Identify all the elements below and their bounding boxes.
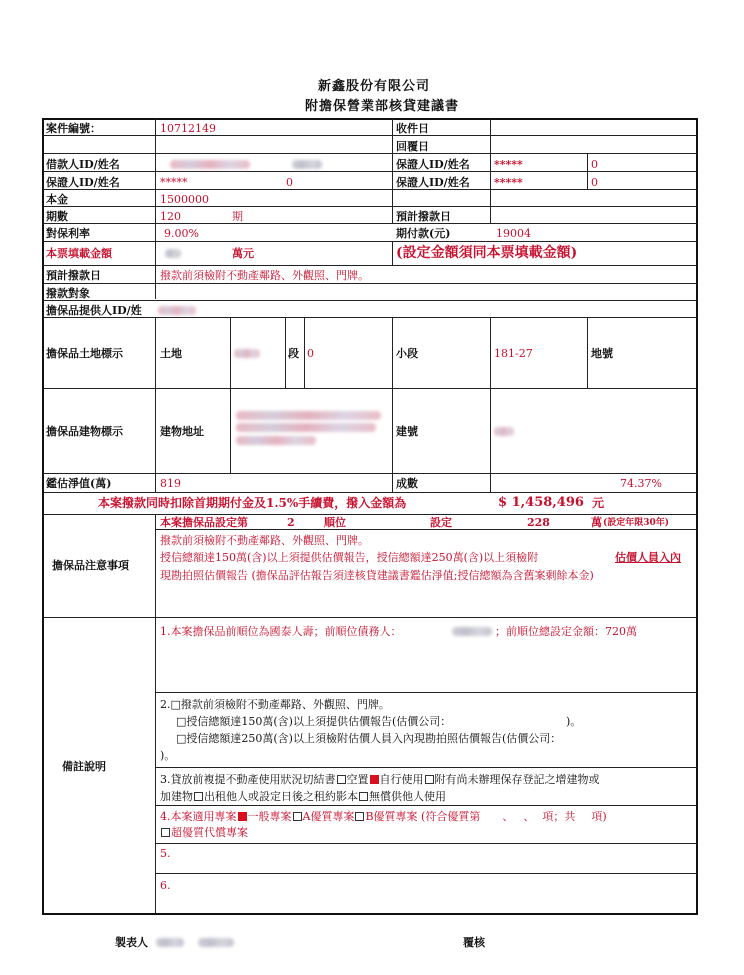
guarantor-id-3: ***** [494,176,523,189]
redacted-prior-debtor [452,627,492,636]
redacted-collateral-provider [158,306,196,315]
redacted-borrower-name [292,160,322,169]
notes-line2: 撥款前須檢附不動產鄰路、外觀照、門牌。 [160,534,369,547]
redacted-land-location [234,349,260,358]
case-no-value: 10712149 [160,122,216,135]
installment-value: 19004 [496,227,531,240]
notes-line1-b: 2 [287,516,295,529]
redacted-note-amount [165,249,181,258]
guarantor-label-1: 保證人ID/姓名 [396,158,470,171]
terms-unit: 期 [232,210,243,223]
redacted-building-no [494,427,514,436]
remark-4-2: 超優質代償專案 [171,826,248,839]
note-amount-label: 本票填載金額 [46,247,112,260]
deduction-amount: $ 1,458,496 [498,495,584,510]
remark-3a: 3.貸放前複提不動產使用狀況切結書 [160,773,336,786]
installment-label: 期付款(元) [396,227,451,240]
redacted-building-address-2 [236,423,376,432]
checkbox-a-project[interactable] [293,812,302,821]
review-label: 覆核 [463,936,485,949]
remark-4h: 項) [591,810,607,823]
remark-1a: 1.本案擔保品前順位為國泰人壽；前順位債務人： [160,625,402,638]
received-date-label: 收件日 [396,122,429,135]
remark-3-line2 [160,790,446,803]
remarks-label: 備註說明 [62,760,106,773]
notes-line1-e: 228 [527,516,550,529]
building-no-label: 建號 [396,425,418,438]
appraisal-value: 819 [160,477,181,490]
ratio-value: 74.37% [620,477,662,490]
lot-label: 地號 [591,347,613,360]
rate-value: 9.00% [164,227,199,240]
checkbox-vacant[interactable] [337,775,346,784]
guarantor-id-1: ***** [494,158,523,171]
checkbox-additions[interactable] [425,775,434,784]
checkbox-b-project[interactable] [355,812,364,821]
guarantor-label-2: 保證人ID/姓名 [46,176,120,189]
guarantor-name-2: 0 [286,176,293,189]
appraisal-label: 鑑估淨值(萬) [46,477,112,490]
notes-line3-b: 估價人員入內 [615,551,681,564]
remark-2-line4: )。 [160,749,176,762]
ratio-label: 成數 [396,477,418,490]
checkbox-self-use[interactable] [370,775,379,784]
subsection-label: 小段 [396,347,418,360]
section-label: 段 [288,347,299,360]
terms-value: 120 [160,210,181,223]
redacted-maker-2 [198,938,234,947]
expected-date-note: 撥款前須檢附不動產鄰路、外觀照、門牌。 [160,269,369,282]
collateral-notes-label: 擔保品注意事項 [52,559,129,572]
expected-date-label: 預計撥款日 [46,269,101,282]
redacted-borrower-id [170,160,250,169]
remark-3-line1 [160,773,600,786]
remark-4-line2 [160,826,248,839]
remark-4b: 一般專案 [247,810,292,823]
remark-2-line2: □授信總額達150萬(含)以上須提供估價報告(估價公司： [176,715,452,728]
guarantor-name-3: 0 [591,176,598,189]
building-address-label: 建物地址 [160,425,204,438]
remark-4d: B優質專案 (符合優質第 [365,810,481,823]
remark-6: 6. [160,879,171,892]
checkbox-free-use[interactable] [359,792,368,801]
section-value: 0 [307,347,314,360]
remark-4-line1 [160,810,607,823]
remark-4e: 、 [502,810,514,823]
note-amount-hint: (設定金額須同本票填載金額) [396,245,578,261]
remark-4c: A優質專案 [302,810,355,823]
checkbox-leased[interactable] [194,792,203,801]
guarantor-name-1: 0 [591,158,598,171]
notes-line4: 現勘拍照估價報告 (擔保品評估報告須逹核貸建議書鑑估淨值;授信總額為含舊案剩餘本金) [160,569,594,582]
guarantor-label-3: 保證人ID/姓名 [396,176,470,189]
notes-line1-g: (設定年限30年) [603,518,670,528]
note-amount-unit: 萬元 [232,247,254,260]
land-word: 土地 [160,347,182,360]
remark-1b: ；前順位總設定金額：720萬 [495,625,637,638]
form-title: 附擔保營業部核貸建議書 [305,99,460,114]
principal-label: 本金 [46,193,68,206]
notes-line3-a: 授信總額達150萬(含)以上須提供估價報告，授信總額達250萬(含)以上須檢附 [160,551,539,564]
rate-label: 對保利率 [46,227,90,240]
deduction-text: 本案撥款同時扣除首期期付金及1.5%手續費，撥入金額為 [98,496,407,510]
company-name: 新鑫股份有限公司 [318,79,431,94]
redacted-maker-1 [156,938,184,947]
terms-label: 期數 [46,210,68,223]
reply-date-label: 回覆日 [396,140,429,153]
remark-5: 5. [160,847,171,860]
remark-3-2a: 加建物 [160,790,193,803]
land-label: 擔保品土地標示 [46,347,123,360]
disbursement-target-label: 撥款對象 [46,287,90,300]
remark-3b: 空置 [346,773,369,786]
expected-disbursement-label: 預計撥款日 [396,210,451,223]
maker-label: 製表人 [115,936,148,949]
guarantor-id-2: ***** [160,176,188,189]
remark-2-line3: □授信總額達250萬(含)以上須檢附估價人員入內現勘拍照估價報告(估價公司： [176,732,562,745]
principal-value: 1500000 [160,193,209,206]
remark-2-line1: 2.□撥款前須檢附不動產鄰路、外觀照、門牌。 [160,698,390,711]
remark-3-2c: 無償供他人使用 [369,790,446,803]
remark-2-line2-end: )。 [566,715,582,728]
checkbox-super-project[interactable] [161,828,170,837]
remark-3d: 附有尚未辦理保存登記之增建物或 [434,773,600,786]
redacted-building-address-3 [236,436,316,445]
notes-line1-c: 順位 [324,516,346,529]
redacted-building-address-1 [236,411,381,420]
case-no-label: 案件編號： [46,122,101,135]
checkbox-general-project[interactable] [238,812,247,821]
remark-4f: 、 [523,810,535,823]
notes-line1-a: 本案擔保品設定第 [160,516,248,529]
remark-4a: 4.本案適用專案 [160,810,237,823]
notes-line1-d: 設定 [430,516,452,529]
notes-line1-f: 萬 [591,516,602,529]
deduction-unit: 元 [592,496,605,510]
remark-3c: 自行使用 [379,773,424,786]
borrower-label: 借款人ID/姓名 [46,158,120,171]
collateral-provider-label: 擔保品提供人ID/姓 [46,304,142,317]
remark-3-2b: 出租他人或設定日後之租約影本 [204,790,358,803]
subsection-value: 181-27 [494,347,533,360]
remark-4g: 項；共 [542,810,576,823]
building-label: 擔保品建物標示 [46,425,123,438]
